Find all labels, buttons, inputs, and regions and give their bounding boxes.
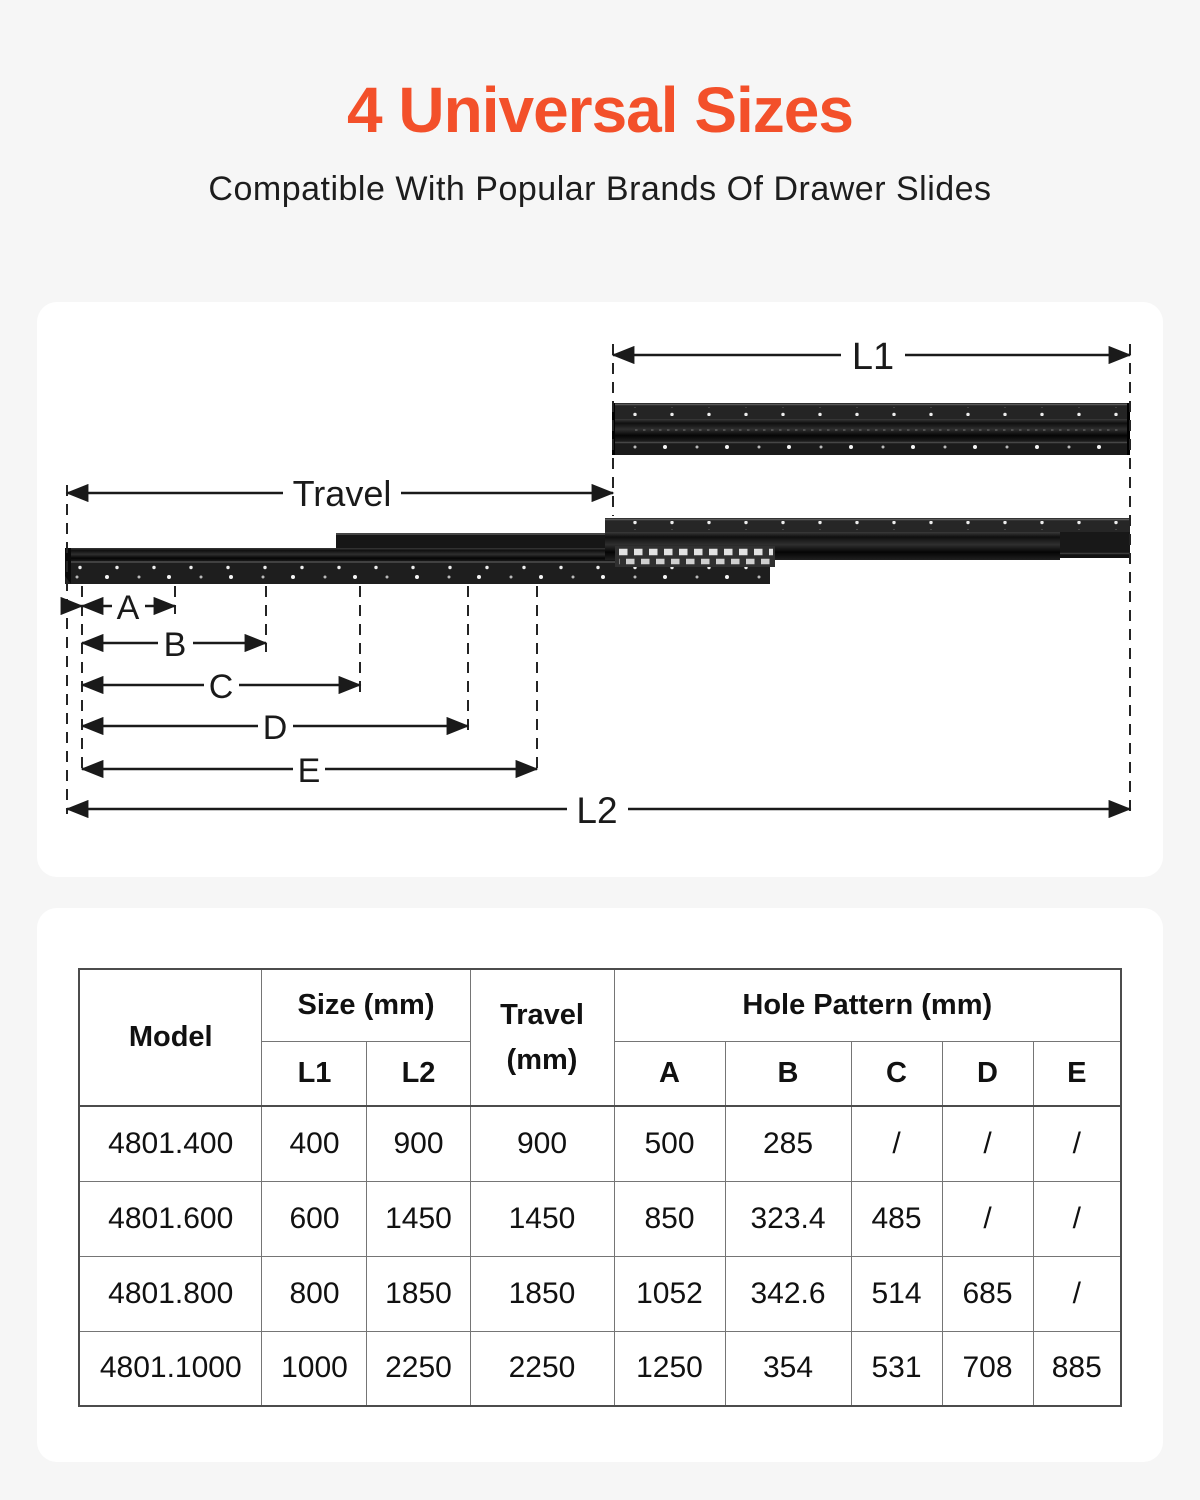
dimension-label-d: D: [262, 709, 288, 747]
header-size: Size (mm): [262, 969, 470, 1041]
header-hole-pattern: Hole Pattern (mm): [614, 969, 1121, 1041]
cell-travel: 2250: [470, 1331, 614, 1406]
drawer-slide-extended: [65, 518, 1130, 584]
drawer-slide-diagram: [37, 302, 1163, 877]
dimension-label-l2: L2: [576, 790, 618, 831]
cell-l2: 900: [367, 1106, 470, 1181]
cell-model: 4801.400: [79, 1106, 262, 1181]
spec-table: [78, 968, 1122, 1407]
dimension-label-l1: L1: [851, 336, 895, 378]
header-travel-line2: (mm): [506, 1043, 578, 1076]
cell-b: 285: [725, 1106, 851, 1181]
cell-b: 323.4: [725, 1181, 851, 1256]
ball-bearing-cage: [615, 546, 775, 567]
table-row: [79, 1181, 1121, 1256]
cell-l2: 1450: [367, 1181, 470, 1256]
cell-d: 685: [942, 1256, 1033, 1331]
header-model: Model: [79, 969, 262, 1106]
dimension-label-c: C: [208, 668, 234, 706]
header-travel: [470, 969, 614, 1106]
cell-model: 4801.800: [79, 1256, 262, 1331]
cell-d: 708: [942, 1331, 1033, 1406]
spec-table-card: [37, 908, 1163, 1462]
cell-d: /: [942, 1181, 1033, 1256]
header-sub-l1: L1: [262, 1041, 367, 1106]
dimension-label-a: A: [116, 589, 140, 627]
cell-c: /: [851, 1106, 942, 1181]
cell-a: 500: [614, 1106, 725, 1181]
header-sub-b: B: [725, 1041, 851, 1106]
dimension-label-b: B: [163, 626, 187, 664]
table-row: [79, 1331, 1121, 1406]
cell-l1: 400: [262, 1106, 367, 1181]
diagram-card: [37, 302, 1163, 877]
cell-e: /: [1033, 1106, 1121, 1181]
cell-b: 342.6: [725, 1256, 851, 1331]
page-title: 4 Universal Sizes: [347, 74, 853, 146]
cell-c: 514: [851, 1256, 942, 1331]
cell-a: 1052: [614, 1256, 725, 1331]
header-sub-a: A: [614, 1041, 725, 1106]
drawer-slide-closed: [612, 403, 1130, 455]
cell-l2: 2250: [367, 1331, 470, 1406]
header-travel-line1: Travel: [500, 998, 584, 1031]
cell-a: 1250: [614, 1331, 725, 1406]
dimension-label-e: E: [297, 752, 321, 790]
cell-c: 485: [851, 1181, 942, 1256]
header-sub-l2: L2: [367, 1041, 470, 1106]
cell-a: 850: [614, 1181, 725, 1256]
cell-b: 354: [725, 1331, 851, 1406]
cell-travel: 900: [470, 1106, 614, 1181]
cell-e: /: [1033, 1256, 1121, 1331]
table-row: [79, 1106, 1121, 1181]
cell-e: /: [1033, 1181, 1121, 1256]
cell-l1: 600: [262, 1181, 367, 1256]
cell-e: 885: [1033, 1331, 1121, 1406]
dimension-label-travel: Travel: [292, 473, 392, 514]
header-sub-d: D: [942, 1041, 1033, 1106]
table-row: [79, 1256, 1121, 1331]
cell-model: 4801.1000: [79, 1331, 262, 1406]
cell-l1: 1000: [262, 1331, 367, 1406]
cell-l1: 800: [262, 1256, 367, 1331]
cell-l2: 1850: [367, 1256, 470, 1331]
cell-model: 4801.600: [79, 1181, 262, 1256]
cell-travel: 1850: [470, 1256, 614, 1331]
cell-travel: 1450: [470, 1181, 614, 1256]
cell-c: 531: [851, 1331, 942, 1406]
table-header-row-groups: [79, 969, 1121, 1041]
cell-d: /: [942, 1106, 1033, 1181]
header-sub-e: E: [1033, 1041, 1121, 1106]
page-subtitle: Compatible With Popular Brands Of Drawer Slides: [208, 170, 992, 208]
header-sub-c: C: [851, 1041, 942, 1106]
